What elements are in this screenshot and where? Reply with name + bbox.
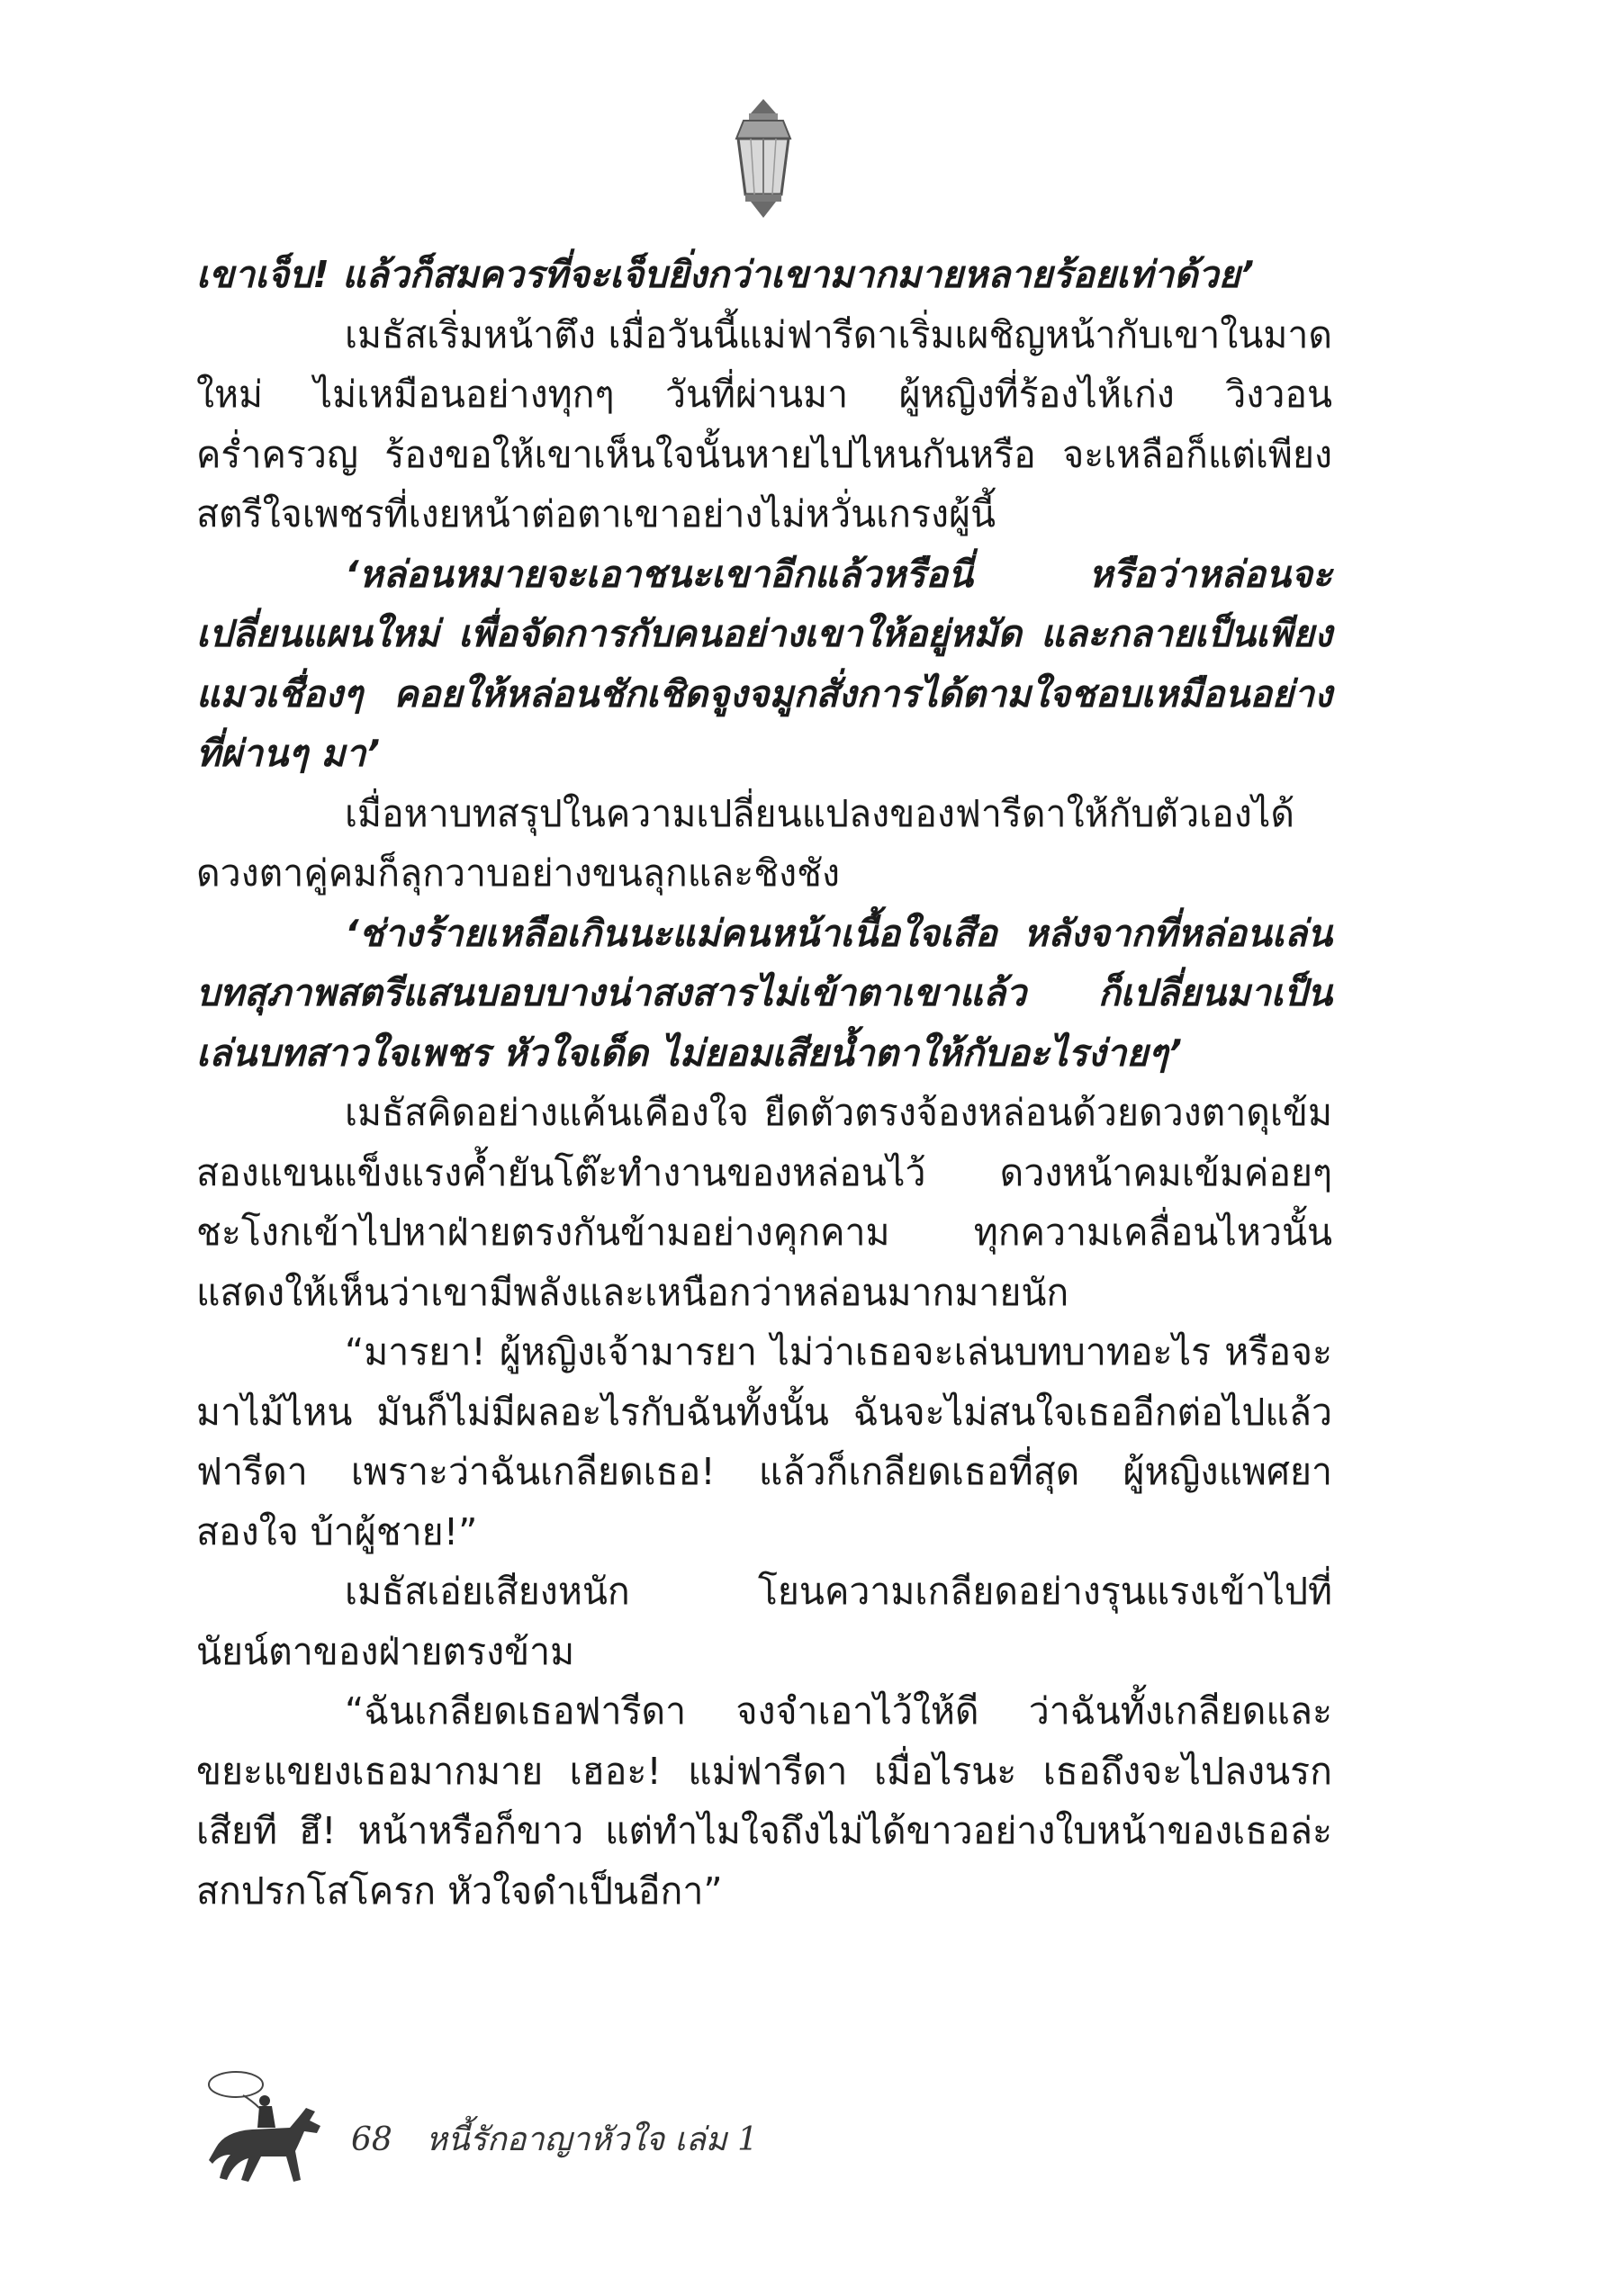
paragraph-6: เมธัสคิดอย่างแค้นเคืองใจ ยืดตัวตรงจ้องหล่อนด้วยดวงตาดุเข้ม สองแขนแข็งแรงค้ำยันโต๊ะทำงานของหล่อนไว้ ดวงหน้าคมเข้มค่อยๆ ชะโงกเข้าไปหาฝ่ายตรงกันข้ามอย่างคุกคาม ทุกความเคลื่อนไหวนั้นแสดงให้เห็นว่าเขามีพลังและเหนือกว่าหล่อนมากมายนัก xyxy=(196,1091,1332,1314)
footer-text xyxy=(351,2113,781,2165)
paragraph-9: “ฉันเกลียดเธอฟารีดา จงจำเอาไว้ให้ดี ว่าฉันทั้งเกลียดและขยะแขยงเธอมากมาย เฮอะ! แม่ฟารีดา เมื่อไรนะ เธอถึงจะไปลงนรกเสียที ฮึ! หน้าหรือก็ขาว แต่ทำไมใจถึงไม่ได้ขาวอย่างใบหน้าของเธอล่ะสกปรกโสโครก หัวใจดำเป็นอีกา” xyxy=(196,1689,1332,1913)
horse-rider-lasso-icon xyxy=(189,2061,342,2205)
paragraph-1: เขาเจ็บ! แล้วก็สมควรที่จะเจ็บยิ่งกว่าเขามากมายหลายร้อยเท่าด้วย’ xyxy=(196,253,1255,296)
paragraph-3: ‘หล่อนหมายจะเอาชนะเขาอีกแล้วหรือนี่ หรือว่าหล่อนจะเปลี่ยนแผนใหม่ เพื่อจัดการกับคนอย่างเขาให้อยู่หมัด และกลายเป็นเพียงแมวเชื่องๆ คอยให้หล่อนชักเชิดจูงจมูกสั่งการได้ตามใจชอบเหมือนอย่างที่ผ่านๆ มา’ xyxy=(196,552,1332,775)
paragraph-5: ‘ช่างร้ายเหลือเกินนะแม่คนหน้าเนื้อใจเสือ หลังจากที่หล่อนเล่นบทสุภาพสตรีแสนบอบบางน่าสงสารไม่เข้าตาเขาแล้ว ก็เปลี่ยนมาเป็นเล่นบทสาวใจเพชร หัวใจเด็ด ไม่ยอมเสียน้ำตาให้กับอะไรง่ายๆ’ xyxy=(196,911,1332,1075)
book-title: หนี้รักอาญาหัวใจ เล่ม 1 xyxy=(426,2121,758,2158)
paragraph-7: “มารยา! ผู้หญิงเจ้ามารยา ไม่ว่าเธอจะเล่นบทบาทอะไร หรือจะมาไม้ไหน มันก็ไม่มีผลอะไรกับฉันทั้งนั้น ฉันจะไม่สนใจเธออีกต่อไปแล้วฟารีดา เพราะว่าฉันเกลียดเธอ! แล้วก็เกลียดเธอที่สุด ผู้หญิงแพศยาสองใจ บ้าผู้ชาย!” xyxy=(196,1330,1332,1553)
page-footer xyxy=(189,2061,999,2205)
paragraph-8: เมธัสเอ่ยเสียงหนัก โยนความเกลียดอย่างรุนแรงเข้าไปที่นัยน์ตาของฝ่ายตรงข้าม xyxy=(196,1570,1332,1673)
paragraph-4: เมื่อหาบทสรุปในความเปลี่ยนแปลงของฟารีดาให้กับตัวเองได้ ดวงตาคู่คมก็ลุกวาบอย่างขนลุกและชิงชัง xyxy=(196,791,1295,895)
lantern-icon xyxy=(727,97,799,223)
paragraph-2: เมธัสเริ่มหน้าตึง เมื่อวันนี้แม่ฟารีดาเริ่มเผชิญหน้ากับเขาในมาดใหม่ ไม่เหมือนอย่างทุกๆ วันที่ผ่านมา ผู้หญิงที่ร้องไห้เก่ง วิงวอนคร่ำครวญ ร้องขอให้เขาเห็นใจนั้นหายไปไหนกันหรือ จะเหลือก็แต่เพียงสตรีใจเพชรที่เงยหน้าต่อตาเขาอย่างไม่หวั่นเกรงผู้นี้ xyxy=(196,312,1332,536)
page-number: 68 xyxy=(351,2121,392,2158)
body-text xyxy=(196,245,1332,1921)
